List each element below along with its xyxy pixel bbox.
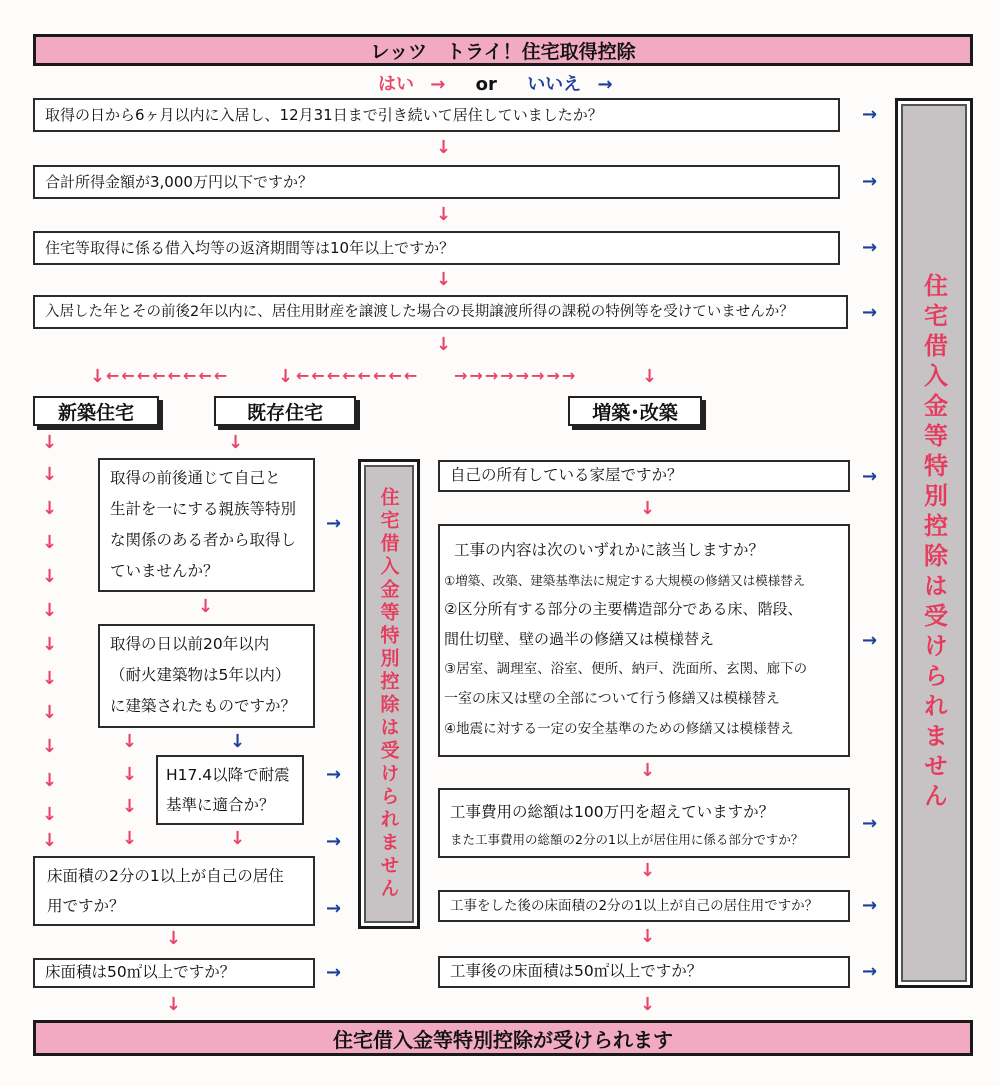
yes-arrow: ↓	[42, 532, 58, 553]
yes-arrow: ↓	[122, 828, 138, 849]
category-label: 既存住宅	[246, 401, 323, 424]
yes-arrow: ↓	[436, 204, 452, 225]
question-text: 床面積は50㎡以上ですか？	[45, 963, 236, 982]
work-item: ②区分所有する部分の主要構造部分である床、階段、	[444, 600, 803, 618]
yes-arrow: ↓	[436, 269, 452, 290]
yes-arrow: ↓	[122, 731, 138, 752]
legend-yes-arrow: →	[430, 74, 446, 95]
yes-arrow: ↓	[436, 334, 452, 355]
yes-arrow: ↓	[640, 498, 656, 519]
yes-arrow: ↓	[42, 600, 58, 621]
question-floor-50	[33, 958, 315, 988]
yes-arrow: ↓	[640, 994, 656, 1015]
question-text: 自己の所有している家屋ですか？	[450, 466, 683, 485]
question-floor-half	[33, 856, 315, 926]
question-line: な関係のある者から取得し	[110, 531, 297, 549]
branch-run-left: ←←←←←←←←	[296, 366, 420, 385]
page-title: レッツ トライ！住宅取得控除	[370, 40, 636, 63]
yes-arrow: ↓	[436, 137, 452, 158]
question-line: 取得の日以前20年以内	[110, 635, 270, 653]
yes-arrow: ↓	[198, 596, 214, 617]
no-arrow: →	[326, 831, 342, 852]
branch-run-right: →→→→→→→→	[454, 366, 578, 385]
question-work-floor-50	[438, 956, 850, 988]
work-item: 間仕切壁、壁の過半の修繕又は模様替え	[444, 630, 715, 648]
yes-arrow: ↓	[122, 764, 138, 785]
work-item: ④地震に対する一定の安全基準のための修繕又は模様替え	[444, 721, 794, 737]
no-arrow: →	[862, 466, 878, 487]
result-text: 住宅借入金等特別控除が受けられます	[333, 1027, 673, 1052]
question-line: 基準に適合か？	[166, 796, 275, 814]
branch-arrow-extension: ↓	[642, 366, 658, 387]
question-work-cost	[438, 788, 850, 858]
yes-arrow: ↓	[42, 498, 58, 519]
question-line: に建築されたものですか？	[110, 697, 297, 715]
yes-arrow: ↓	[42, 634, 58, 655]
question-text: 取得の日から6ヶ月以内に入居し、12月31日まで引き続いて居住していましたか？	[45, 105, 603, 124]
legend	[378, 70, 613, 96]
yes-arrow: ↓	[42, 736, 58, 757]
category-label: 新築住宅	[57, 401, 134, 424]
legend-or: or	[475, 74, 497, 95]
deny-panel-middle	[358, 459, 420, 929]
deny-text: 住宅借入金等特別控除は受けられません	[377, 487, 400, 901]
deny-text: 住宅借入金等特別控除は受けられません	[919, 273, 948, 813]
question-own-house	[438, 460, 850, 492]
question-line: （耐火建築物は5年以内）	[110, 666, 291, 684]
no-arrow: →	[862, 302, 878, 323]
yes-arrow: ↓	[228, 432, 244, 453]
yes-arrow: ↓	[42, 702, 58, 723]
question-text: 住宅等取得に係る借入均等の返済期間等は10年以上ですか？	[45, 238, 455, 257]
yes-arrow: ↓	[640, 760, 656, 781]
question-earthquake	[156, 755, 304, 825]
question-work-type	[438, 524, 850, 757]
yes-arrow: ↓	[42, 432, 58, 453]
yes-arrow: ↓	[230, 828, 246, 849]
yes-arrow: ↓	[42, 464, 58, 485]
question-text: 工事後の床面積は50㎡以上ですか？	[450, 962, 703, 981]
no-arrow: →	[326, 764, 342, 785]
work-title: 工事の内容は次のいずれかに該当しますか？	[454, 541, 765, 559]
question-building-age	[98, 624, 315, 728]
no-arrow: →	[326, 962, 342, 983]
question-special-rule	[33, 295, 848, 329]
deny-panel-right	[895, 98, 973, 988]
yes-arrow: ↓	[42, 566, 58, 587]
no-arrow: →	[862, 630, 878, 651]
legend-yes: はい	[378, 74, 414, 95]
category-new-housing	[33, 396, 159, 426]
yes-arrow: ↓	[640, 860, 656, 881]
category-label: 増築･改築	[592, 401, 678, 424]
result-banner	[33, 1020, 973, 1056]
question-line: H17.4以降で耐震	[166, 766, 290, 784]
question-line: また工事費用の総額の2分の1以上が居住用に係る部分ですか？	[450, 832, 804, 847]
branch-arrow-new: ↓	[90, 366, 106, 387]
category-existing-housing	[214, 396, 356, 426]
title-banner	[33, 34, 973, 66]
yes-arrow: ↓	[42, 770, 58, 791]
question-line: 用ですか？	[47, 897, 125, 915]
yes-arrow: ↓	[166, 928, 182, 949]
question-text: 入居した年とその前後2年以内に、居住用財産を譲渡した場合の長期譲渡所得の課税の特例等を受けていませんか？	[45, 303, 794, 320]
no-arrow: →	[862, 961, 878, 982]
question-line: 生計を一にする親族等特別	[110, 500, 297, 518]
no-arrow: →	[326, 898, 342, 919]
question-line: ていませんか？	[110, 562, 219, 580]
yes-arrow: ↓	[122, 796, 138, 817]
no-arrow: →	[862, 895, 878, 916]
question-repayment	[33, 231, 840, 265]
question-income	[33, 165, 840, 199]
work-item: 一室の床又は壁の全部について行う修繕又は模様替え	[444, 691, 780, 707]
yes-arrow: ↓	[166, 994, 182, 1015]
question-line: 工事費用の総額は100万円を超えていますか？	[450, 803, 775, 821]
branch-run-left: ←←←←←←←←	[106, 366, 230, 385]
yes-arrow: ↓	[42, 830, 58, 851]
question-line: 床面積の2分の1以上が自己の居住	[47, 867, 284, 885]
no-arrow: →	[326, 513, 342, 534]
no-arrow-quake: ↓	[230, 731, 246, 752]
question-work-floor-half	[438, 890, 850, 922]
no-arrow: →	[862, 237, 878, 258]
category-extension	[568, 396, 702, 426]
question-text: 合計所得金額が3,000万円以下ですか？	[45, 172, 313, 191]
question-move-in	[33, 98, 840, 132]
yes-arrow: ↓	[42, 668, 58, 689]
no-arrow: →	[862, 171, 878, 192]
legend-no: いいえ	[527, 74, 582, 95]
question-relatives	[98, 458, 315, 592]
legend-no-arrow: →	[597, 74, 613, 95]
question-text: 工事をした後の床面積の2分の1以上が自己の居住用ですか？	[450, 897, 819, 914]
work-item: ①増築、改築、建築基準法に規定する大規模の修繕又は模様替え	[444, 573, 806, 588]
question-line: 取得の前後通じて自己と	[110, 469, 281, 487]
no-arrow: →	[862, 813, 878, 834]
yes-arrow: ↓	[42, 804, 58, 825]
work-item: ③居室、調理室、浴室、便所、納戸、洗面所、玄関、廊下の	[444, 661, 808, 677]
no-arrow: →	[862, 104, 878, 125]
yes-arrow: ↓	[640, 926, 656, 947]
branch-arrow-existing: ↓	[278, 366, 294, 387]
